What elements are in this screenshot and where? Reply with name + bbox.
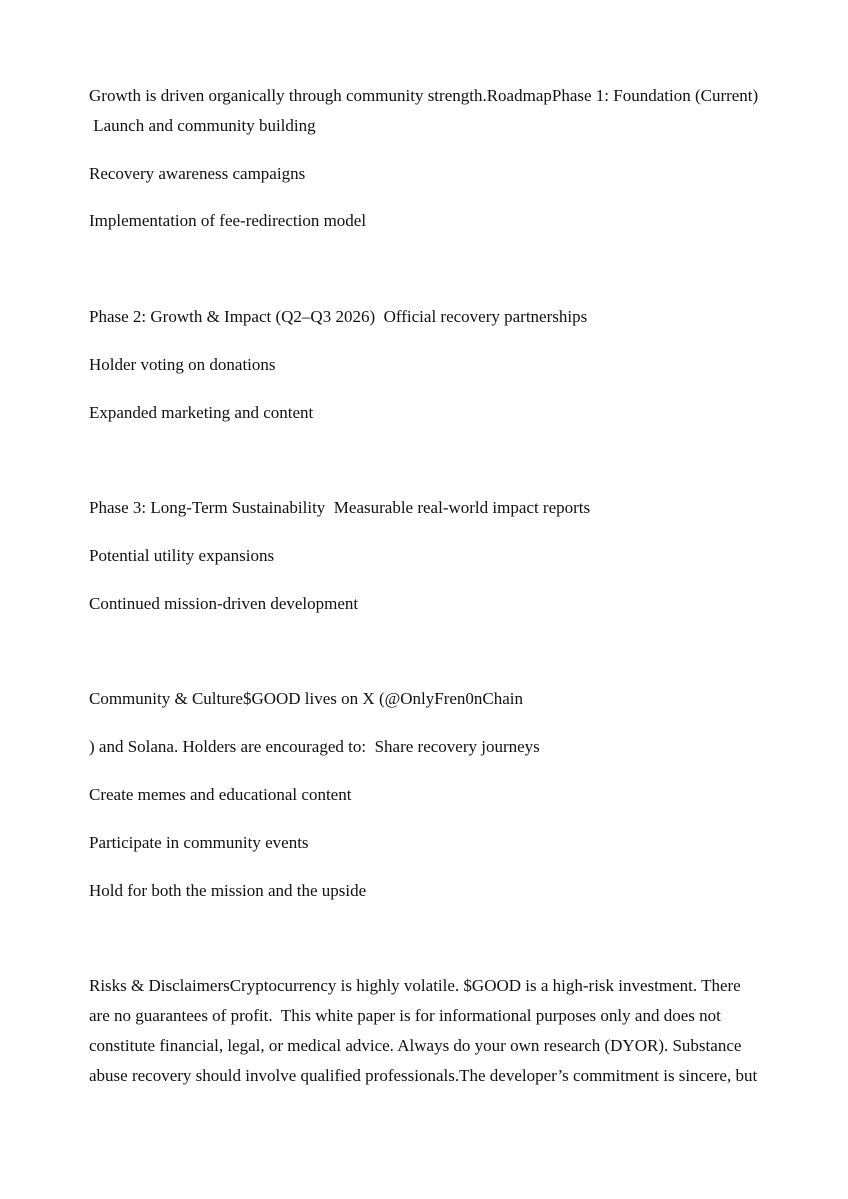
risks-line: are no guarantees of profit. This white paper is for informational purposes only and does not xyxy=(89,1006,721,1025)
phase3-heading-line: Phase 3: Long-Term Sustainability Measurable real-world impact reports xyxy=(89,498,591,517)
community-item-events: Participate in community events xyxy=(89,833,309,852)
roadmap-intro-line: Growth is driven organically through community strength.RoadmapPhase 1: Foundation (Current) xyxy=(89,86,759,105)
phase2-heading-line: Phase 2: Growth & Impact (Q2–Q3 2026) Official recovery partnerships xyxy=(89,307,588,326)
phase3-item-utility: Potential utility expansions xyxy=(89,546,275,565)
community-item-memes: Create memes and educational content xyxy=(89,785,352,804)
risks-line: Risks & DisclaimersCryptocurrency is highly volatile. $GOOD is a high-risk investment. There xyxy=(89,976,741,995)
community-item-hold: Hold for both the mission and the upside xyxy=(89,881,367,900)
phase3-item-development: Continued mission-driven development xyxy=(89,594,359,613)
phase1-item-awareness: Recovery awareness campaigns xyxy=(89,164,306,183)
risks-line: constitute financial, legal, or medical advice. Always do your own research (DYOR). Substance xyxy=(89,1036,742,1055)
phase2-item-marketing: Expanded marketing and content xyxy=(89,403,314,422)
community-encouraged-line: ) and Solana. Holders are encouraged to: Share recovery journeys xyxy=(89,737,540,756)
phase1-item-fee-model: Implementation of fee-redirection model xyxy=(89,211,367,230)
phase2-item-voting: Holder voting on donations xyxy=(89,355,276,374)
risks-line: abuse recovery should involve qualified professionals.The developer’s commitment is sincere, but xyxy=(89,1066,758,1085)
phase1-item-launch: Launch and community building xyxy=(89,116,316,135)
risks-disclaimers-paragraph xyxy=(89,971,769,1091)
community-heading-line: Community & Culture$GOOD lives on X (@OnlyFren0nChain xyxy=(89,689,524,708)
